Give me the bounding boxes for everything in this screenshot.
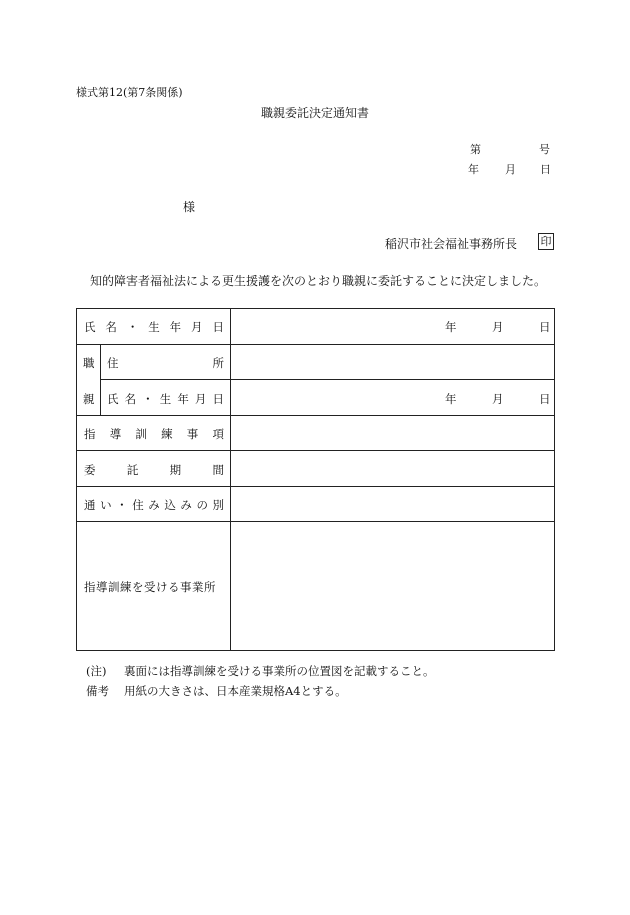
label-char: の (196, 498, 208, 512)
label-commission-period (84, 462, 224, 478)
issuer-name: 稲沢市社会福祉事務所長 (385, 237, 518, 251)
row-divider (77, 486, 554, 487)
label-char: 所 (212, 356, 224, 370)
doc-date-month: 月 (505, 163, 516, 176)
shokuoya-char-2: 親 (83, 392, 95, 406)
label-char: 項 (212, 427, 224, 441)
document-title: 職親委託決定通知書 (260, 106, 369, 120)
oya-birth-day-label: 日 (539, 392, 551, 406)
label-char: 指 (84, 427, 96, 441)
label-char: 生 (159, 392, 172, 406)
label-char: み (148, 498, 160, 512)
label-char: 込 (164, 498, 176, 512)
addressee-suffix: 様 (183, 200, 196, 214)
label-char: 導 (109, 427, 122, 441)
remarks-text: 用紙の大きさは、日本産業規格A4とする。 (124, 684, 347, 698)
label-char: ・ (116, 498, 128, 512)
row-divider (100, 379, 554, 380)
shokuoya-char-1: 職 (83, 356, 95, 370)
label-char: 日 (212, 320, 224, 334)
oya-birth-year-label: 年 (445, 392, 457, 406)
label-char: ・ (142, 392, 154, 406)
label-char: 月 (191, 320, 203, 334)
shokuoya-divider (100, 344, 101, 415)
label-char: 間 (212, 463, 224, 477)
label-char: 名 (105, 320, 117, 334)
doc-number-dai: 第 (470, 143, 481, 156)
row-divider (77, 450, 554, 451)
doc-date-day: 日 (540, 163, 551, 176)
row-divider (77, 521, 554, 522)
label-char: い (100, 498, 112, 512)
label-char: 委 (84, 463, 96, 477)
label-char: 日 (212, 392, 224, 406)
label-char: 託 (126, 463, 139, 477)
label-char: 事 (186, 427, 199, 441)
label-char: み (180, 498, 192, 512)
form-table (76, 308, 555, 651)
label-char: 年 (169, 320, 182, 334)
label-char: 年 (177, 392, 189, 406)
form-number: 様式第12(第7条関係) (76, 86, 183, 99)
label-char: 通 (84, 498, 96, 512)
label-char: 別 (212, 498, 224, 512)
label-char: 名 (124, 392, 137, 406)
label-address (107, 355, 224, 371)
label-guidance-items (84, 426, 224, 442)
label-name-birthdate (84, 319, 224, 335)
birth-day-label: 日 (539, 320, 551, 334)
label-char: 練 (161, 427, 173, 441)
label-char: 氏 (84, 320, 96, 334)
row-divider (77, 415, 554, 416)
label-char: 住 (107, 356, 119, 370)
birth-year-label: 年 (445, 320, 457, 334)
remarks-label: 備考 (86, 684, 109, 698)
seal-stamp: 印 (538, 233, 554, 250)
label-char: 訓 (135, 427, 147, 441)
column-divider (230, 309, 231, 650)
body-text: 知的障害者福祉法による更生援護を次のとおり職親に委託することに決定しました。 (90, 274, 547, 288)
label-char: 生 (148, 320, 160, 334)
doc-date-year: 年 (468, 163, 479, 176)
note-text: 裏面には指導訓練を受ける事業所の位置図を記載すること。 (124, 664, 435, 678)
label-char: ・ (126, 320, 139, 334)
label-char: 住 (132, 498, 144, 512)
label-commute-type (84, 497, 224, 513)
row-divider (77, 344, 554, 345)
label-char: 月 (194, 392, 207, 406)
label-training-workplace: 指導訓練を受ける事業所 (84, 580, 216, 594)
label-oya-name-birthdate (107, 391, 224, 407)
doc-number-go: 号 (539, 143, 550, 156)
birth-month-label: 月 (492, 320, 504, 334)
label-char: 期 (169, 463, 182, 477)
note-label: (注) (86, 664, 107, 678)
oya-birth-month-label: 月 (492, 392, 504, 406)
label-char: 氏 (107, 392, 119, 406)
